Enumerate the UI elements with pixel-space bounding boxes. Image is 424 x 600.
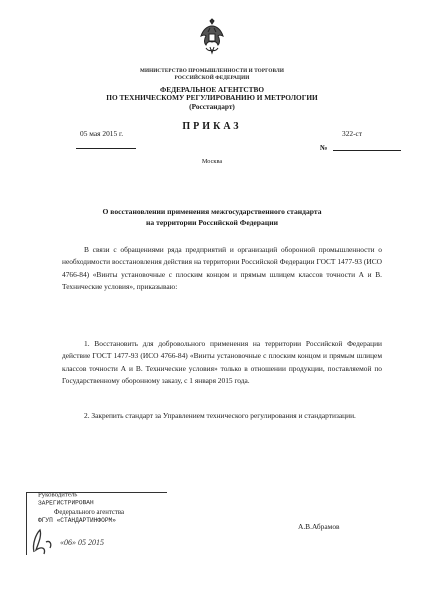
order-date: 05 мая 2015 г.: [80, 129, 124, 138]
handwritten-signature-icon: [28, 522, 68, 556]
intro-paragraph: В связи с обращениями ряда предприятий и организаций оборонной промышленности о необходимости восстановления действия на территории Российской Федерации ГОСТ 1477-93 (ИСО 4766-84) «Винты установочные с плоским концом и прямым шлицем классов точности А и В. Технические условия», приказываю:: [62, 245, 382, 292]
order-city: Москва: [201, 158, 223, 165]
number-underline: [333, 150, 401, 151]
ministry-line-2: РОССИЙСКОЙ ФЕДЕРАЦИИ: [174, 74, 250, 81]
signer-position-line-1: Руководитель: [37, 491, 78, 499]
item-1-paragraph: 1. Восстановить для добровольного применения на территории Российской Федерации действие ГОСТ 1477-93 (ИСО 4766-84) «Винты установочные с плоским концом и прямым шлицем классов точности А и В. Технические условия» только в отношении продукции, поставляемой по Государственному оборонному заказу, с 1 января 2015 года.: [62, 339, 382, 386]
signer-position: [54, 508, 124, 517]
stamp-date: «06» 05 2015: [60, 538, 104, 547]
agency-line-2: ПО ТЕХНИЧЕСКОМУ РЕГУЛИРОВАНИЮ И МЕТРОЛОГИИ: [106, 93, 318, 103]
agency-line-3: (Росстандарт): [189, 101, 235, 111]
title-line-1: О восстановлении применения межгосударственного стандарта: [102, 207, 322, 216]
order-type: ПРИКАЗ: [182, 121, 242, 132]
title-line-2: на территории Российской Федерации: [146, 218, 278, 227]
agency-name: [0, 86, 424, 111]
stamp-line-1: ЗАРЕГИСТРИРОВАН: [37, 499, 94, 507]
order-title: [0, 206, 424, 228]
agency-line-1: ФЕДЕРАЛЬНОЕ АГЕНТСТВО: [159, 85, 265, 94]
ministry-line-1: МИНИСТЕРСТВО ПРОМЫШЛЕННОСТИ И ТОРГОВЛИ: [140, 68, 284, 74]
ministry-name: [0, 68, 424, 81]
coat-of-arms-emblem: [197, 18, 227, 58]
stamp-line-2: ФГУП «СТАНДАРТИНФОРМ»: [38, 517, 116, 524]
signer-name: А.В.Абрамов: [298, 522, 340, 531]
date-underline: [76, 148, 136, 149]
signer-position-line-2: Федерального агентства: [54, 509, 125, 516]
item-2-paragraph: 2. Закрепить стандарт за Управлением технического регулирования и стандартизации.: [84, 411, 356, 420]
number-sign: №: [320, 143, 328, 152]
order-number: 322-ст: [342, 129, 363, 138]
